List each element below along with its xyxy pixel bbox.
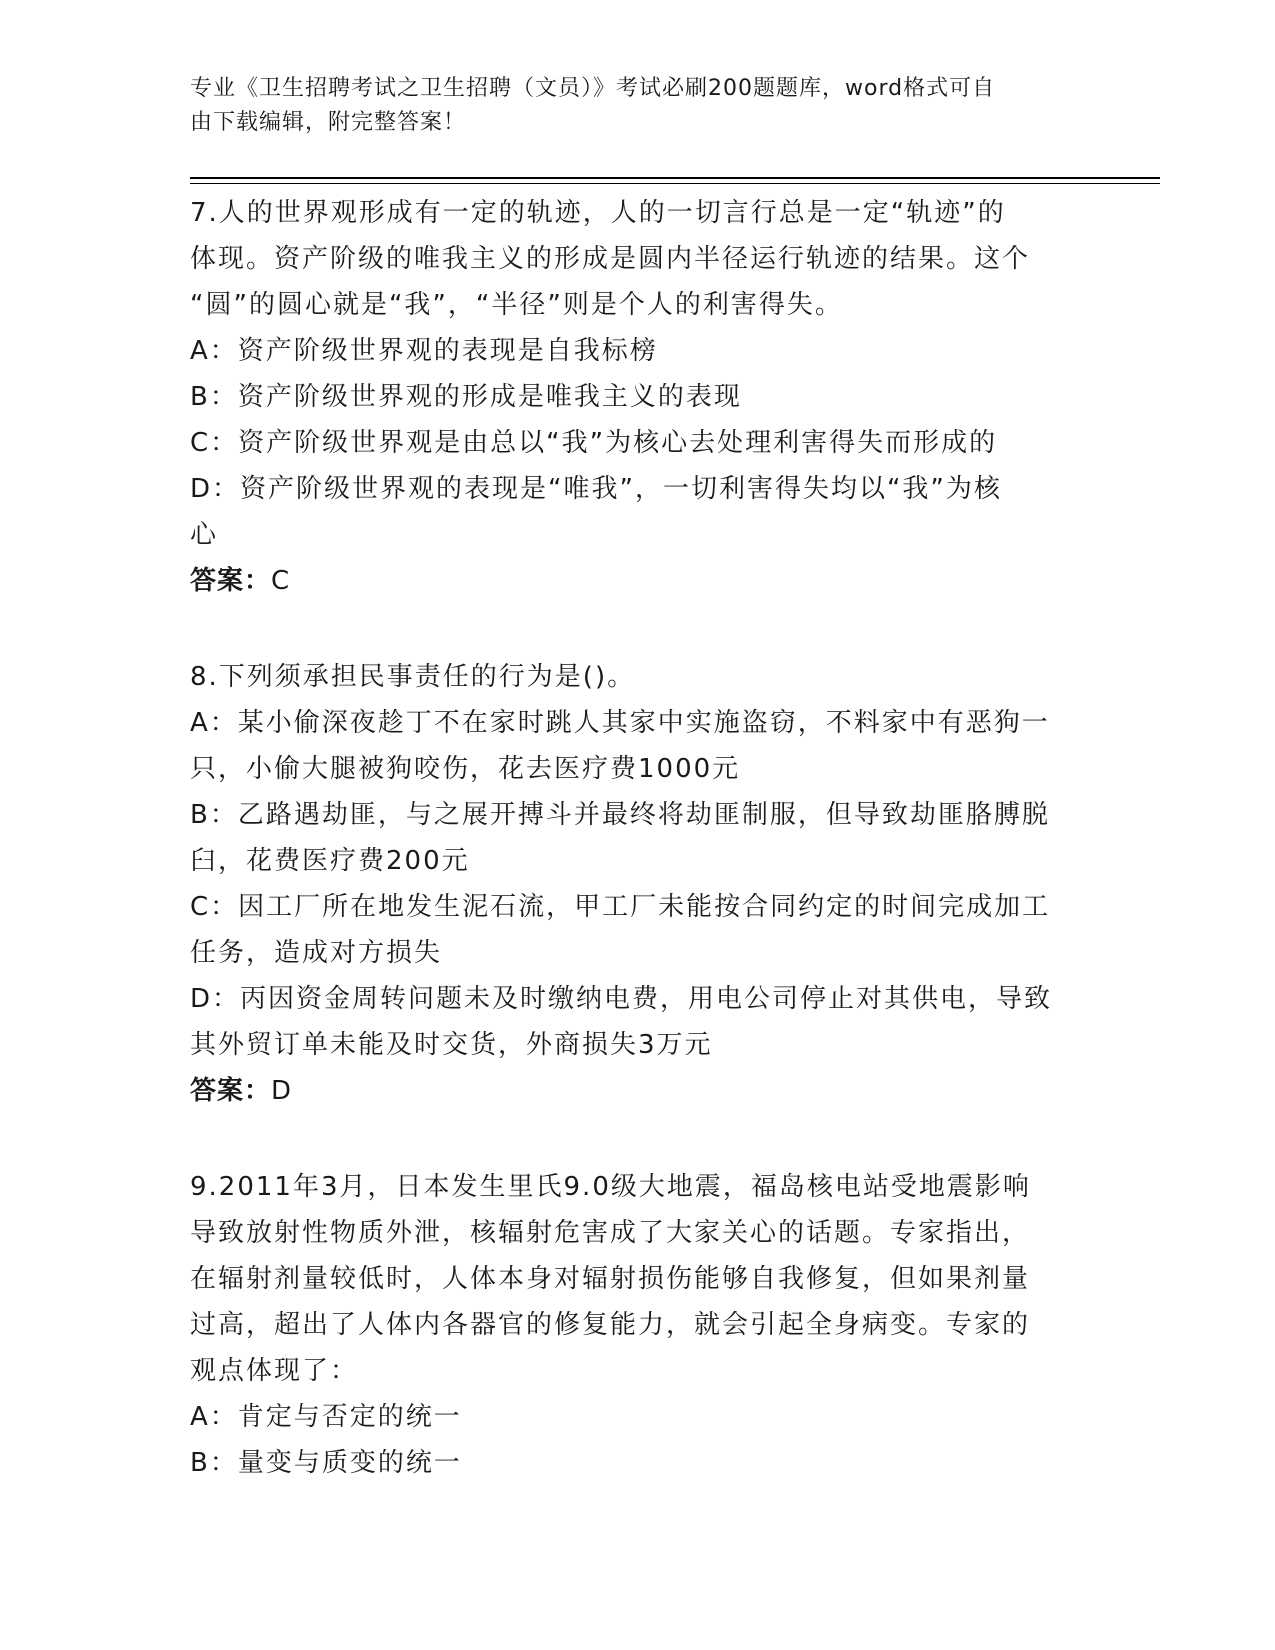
question-stem-line: “圆”的圆心就是“我”，“半径”则是个人的利害得失。 <box>190 290 843 320</box>
option-a: A：肯定与否定的统一 <box>190 1402 462 1432</box>
option-d-continued: 其外贸订单未能及时交货，外商损失3万元 <box>190 1030 713 1060</box>
option-b: B：资产阶级世界观的形成是唯我主义的表现 <box>190 382 742 412</box>
question-stem-line: 导致放射性物质外泄，核辐射危害成了大家关心的话题。专家指出， <box>190 1218 1031 1248</box>
page-header <box>190 72 1090 140</box>
question-list <box>190 190 1090 1536</box>
question-8 <box>190 654 1090 1114</box>
answer-value: D <box>271 1076 293 1106</box>
header-divider-thick <box>190 177 1160 179</box>
question-stem-line: 观点体现了： <box>190 1356 359 1386</box>
option-a: A：某小偷深夜趁丁不在家时跳人其家中实施盗窃，不料家中有恶狗一 <box>190 708 1050 738</box>
header-line-1: 专业《卫生招聘考试之卫生招聘（文员）》考试必刷200题题库，word格式可自 <box>190 76 996 101</box>
header-line-2: 由下载编辑，附完整答案！ <box>190 110 467 135</box>
answer-line <box>190 558 1090 604</box>
option-c-continued: 任务，造成对方损失 <box>190 938 443 968</box>
answer-label: 答案： <box>190 1076 272 1106</box>
option-c: C：因工厂所在地发生泥石流，甲工厂未能按合同约定的时间完成加工 <box>190 892 1051 922</box>
question-stem-line: 体现。资产阶级的唯我主义的形成是圆内半径运行轨迹的结果。这个 <box>190 244 1031 274</box>
option-b: B：乙路遇劫匪，与之展开搏斗并最终将劫匪制服，但导致劫匪胳膊脱 <box>190 800 1050 830</box>
option-a-continued: 只，小偷大腿被狗咬伤，花去医疗费1000元 <box>190 754 741 784</box>
answer-line <box>190 1068 1090 1114</box>
header-divider-thin <box>190 183 1160 184</box>
option-d: D：丙因资金周转问题未及时缴纳电费，用电公司停止对其供电，导致 <box>190 984 1053 1014</box>
option-c: C：资产阶级世界观是由总以“我”为核心去处理利害得失而形成的 <box>190 428 998 458</box>
option-d-continued: 心 <box>190 520 219 550</box>
option-b-continued: 臼，花费医疗费200元 <box>190 846 470 876</box>
question-7 <box>190 190 1090 604</box>
answer-label: 答案： <box>190 566 272 596</box>
option-d: D：资产阶级世界观的表现是“唯我”，一切利害得失均以“我”为核 <box>190 474 1002 504</box>
option-a: A：资产阶级世界观的表现是自我标榜 <box>190 336 658 366</box>
question-stem-line: 过高，超出了人体内各器官的修复能力，就会引起全身病变。专家的 <box>190 1310 1031 1340</box>
answer-value: C <box>271 566 291 596</box>
question-stem-line: 7.人的世界观形成有一定的轨迹，人的一切言行总是一定“轨迹”的 <box>190 198 1006 228</box>
option-b: B：量变与质变的统一 <box>190 1448 462 1478</box>
question-stem-line: 9.2011年3月，日本发生里氏9.0级大地震，福岛核电站受地震影响 <box>190 1172 1031 1202</box>
question-stem-line: 8.下列须承担民事责任的行为是()。 <box>190 662 636 692</box>
question-stem-line: 在辐射剂量较低时，人体本身对辐射损伤能够自我修复，但如果剂量 <box>190 1264 1031 1294</box>
question-9 <box>190 1164 1090 1486</box>
